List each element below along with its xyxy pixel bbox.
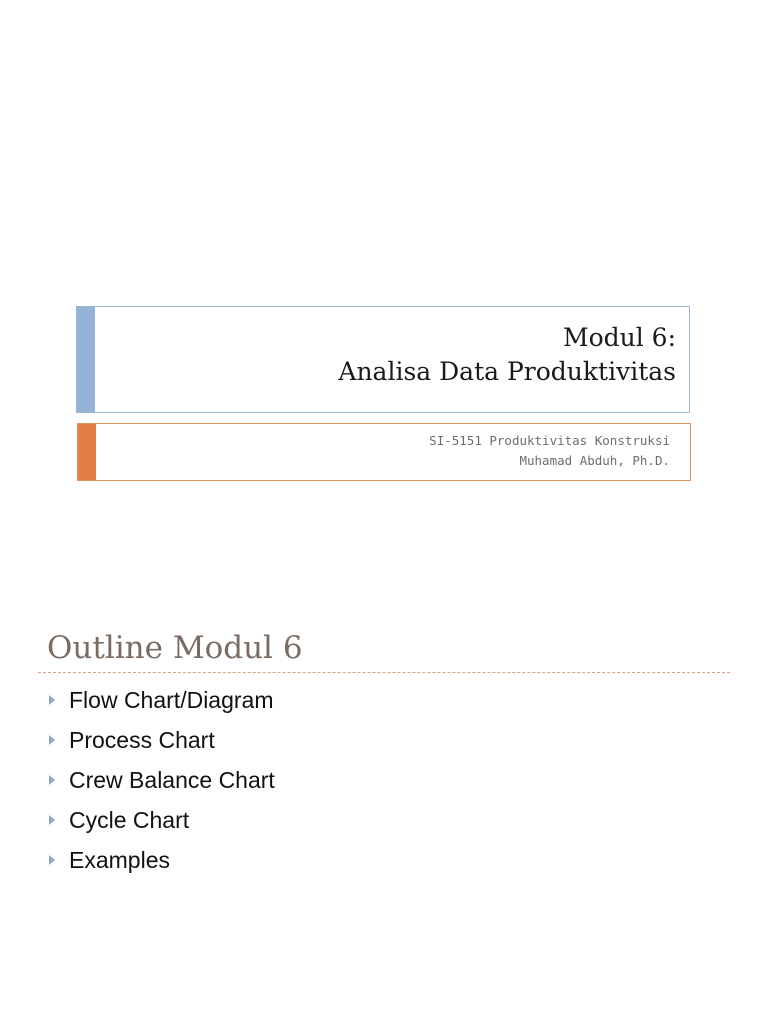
title-line-2: Analisa Data Produktivitas <box>338 357 676 386</box>
outline-heading: Outline Modul 6 <box>47 630 303 666</box>
list-item <box>47 803 275 843</box>
list-item <box>47 683 275 723</box>
list-item-label: Flow Chart/Diagram <box>69 687 274 713</box>
triangle-right-icon <box>49 855 55 865</box>
title-accent-bar <box>77 307 95 412</box>
list-item <box>47 723 275 763</box>
outline-list <box>47 683 275 883</box>
list-item-label: Process Chart <box>69 727 215 753</box>
list-item-label: Crew Balance Chart <box>69 767 275 793</box>
author-name: Muhamad Abduh, Ph.D. <box>519 453 670 468</box>
course-code: SI-5151 Produktivitas Konstruksi <box>429 433 670 448</box>
slide-subtitle <box>429 431 670 471</box>
triangle-right-icon <box>49 735 55 745</box>
heading-divider <box>38 672 730 673</box>
triangle-right-icon <box>49 815 55 825</box>
subtitle-accent-bar <box>78 424 96 480</box>
outline-slide <box>0 576 768 1024</box>
slide-title <box>338 321 676 389</box>
triangle-right-icon <box>49 695 55 705</box>
title-card <box>76 306 690 413</box>
title-line-1: Modul 6: <box>562 323 676 352</box>
list-item-label: Examples <box>69 847 170 873</box>
triangle-right-icon <box>49 775 55 785</box>
subtitle-card <box>77 423 691 481</box>
list-item <box>47 763 275 803</box>
list-item <box>47 843 275 883</box>
list-item-label: Cycle Chart <box>69 807 190 833</box>
